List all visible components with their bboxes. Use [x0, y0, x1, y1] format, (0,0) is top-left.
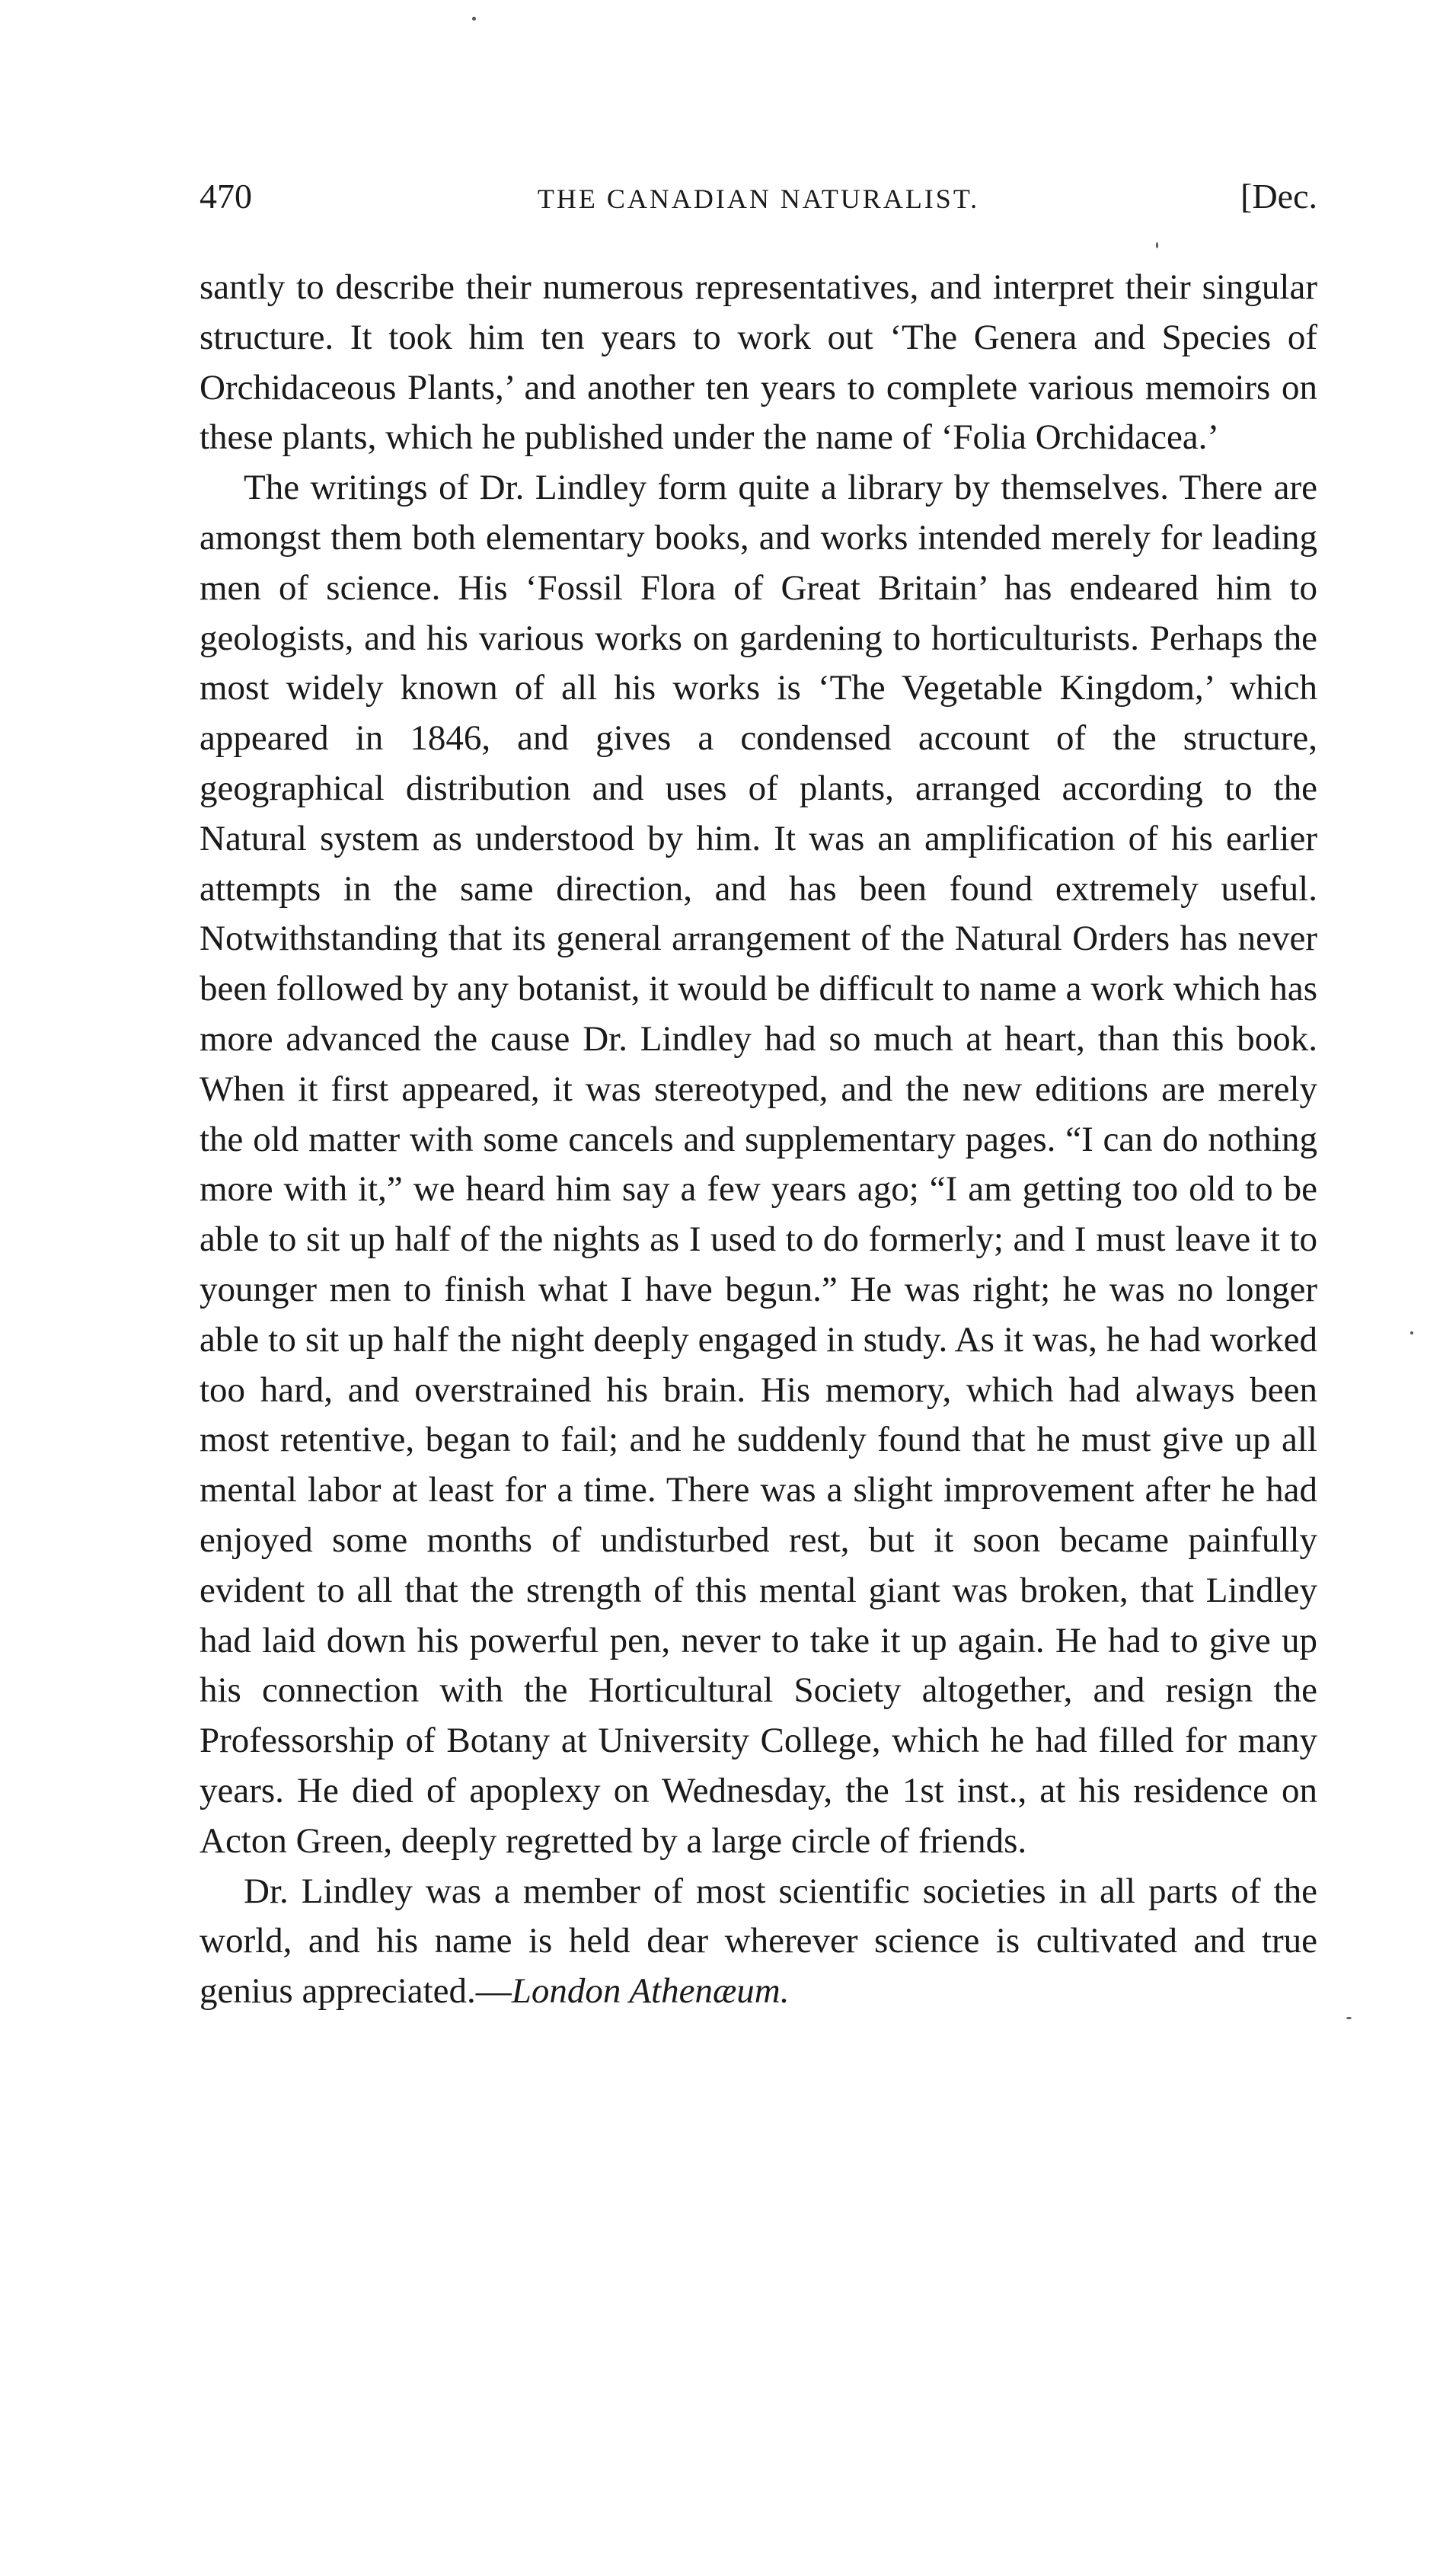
- closing-paragraph: [200, 1867, 1317, 2017]
- paragraph: The writings of Dr. Lindley form quite a library by themselves. There are amongst them both elementary books, and works intended merely for leading men of science. His ‘Fossil Flora of Great Britain’ has endeared him to geologists, and his various works on gardening to horticulturists. Perhaps the most widely known of all his works is ‘The Vegetable Kingdom,’ which appeared in 1846, and gives a condensed account of the structure, geographical distribution and uses of plants, arranged according to the Natural system as understood by him. It was an amplification of his earlier attempts in the same direction, and has been found extremely useful. Notwithstanding that its general arrangement of the Natural Orders has never been followed by any botanist, it would be difficult to name a work which has more advanced the cause Dr. Lindley had so much at heart, than this book. When it first appeared, it was stereotyped, and the new editions are merely the old matter with some cancels and supplementary pages. “I can do nothing more with it,” we heard him say a few years ago; “I am getting too old to be able to sit up half of the nights as I used to do formerly; and I must leave it to younger men to finish what I have begun.” He was right; he was no longer able to sit up half the night deeply engaged in study. As it was, he had worked too hard, and overstrained his brain. His memory, which had always been most retentive, began to fail; and he suddenly found that he must give up all mental labor at least for a time. There was a slight improvement after he had enjoyed some months of undisturbed rest, but it soon became painfully evident to all that the strength of this mental giant was broken, that Lindley had laid down his powerful pen, never to take it up again. He had to give up his connection with the Horticultural Society altogether, and resign the Professorship of Botany at University College, which he had filled for many years. He died of apoplexy on Wednesday, the 1st inst., at his residence on Acton Green, deeply regretted by a large circle of friends.: [200, 468, 1317, 1861]
- journal-title: THE CANADIAN NATURALIST.: [537, 184, 980, 214]
- issue-date: [Dec.: [1240, 177, 1317, 216]
- running-head: [200, 174, 1317, 227]
- ink-speck: [1156, 242, 1158, 248]
- ink-speck: [1410, 1331, 1413, 1334]
- page-number: 470: [200, 177, 252, 216]
- source-citation: London Athenæum.: [511, 1971, 790, 2012]
- article-body: [200, 263, 1317, 2017]
- ink-speck: [472, 17, 476, 21]
- paragraph-continued: santly to describe their numerous representatives, and interpret their singular structure. It took him ten years to work out ‘The Genera and Species of Orchidaceous Plants,’ and another ten years to complete various memoirs on these plants, which he published under the name of ‘Folia Orchidacea.’: [200, 267, 1317, 458]
- ink-speck: [1346, 2017, 1352, 2019]
- closing-paragraph-text: Dr. Lindley was a member of most scientific societies in all parts of the world, and his name is held dear wherever science is cultivated and true genius appreciated.—: [200, 1871, 1317, 2012]
